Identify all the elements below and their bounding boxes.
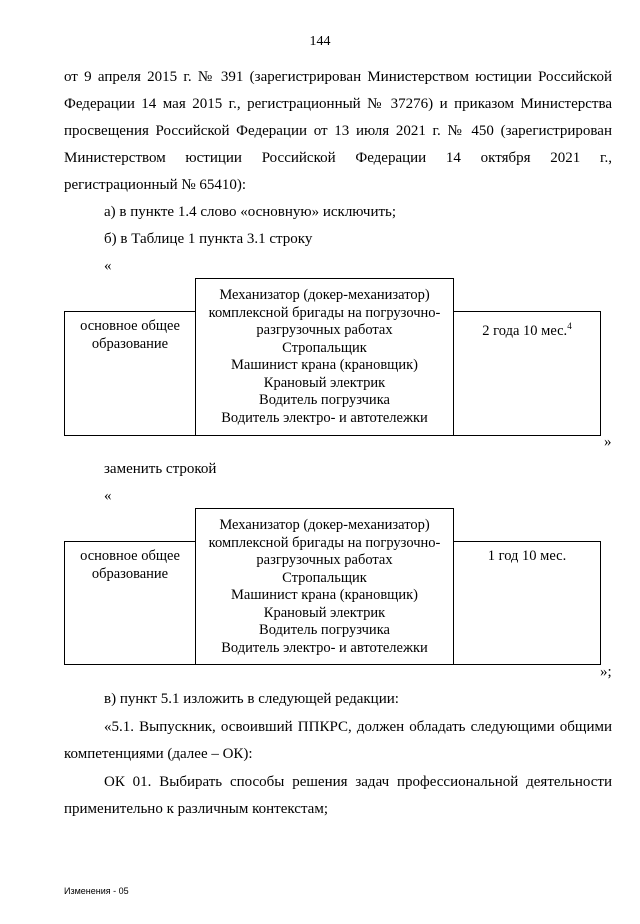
profession-line: Крановый электрик [263, 374, 386, 391]
profession-line: комплексной бригады на погрузочно- [208, 304, 441, 321]
replace-with: заменить строкой [104, 461, 217, 477]
profession-line: Стропальщик [282, 569, 367, 586]
ok01-line-1: ОК 01. Выбирать способы решения задач профессиональной деятельности [104, 774, 612, 790]
open-quote: « [104, 258, 112, 274]
item-a: а) в пункте 1.4 слово «основную» исключить; [104, 204, 397, 220]
item-b: б) в Таблице 1 пункта 3.1 строку [104, 231, 313, 247]
footnote-ref: 4 [567, 321, 572, 331]
profession-line: комплексной бригады на погрузочно- [208, 534, 441, 551]
intro-line-1: от 9 апреля 2015 г. № 391 (зарегистрирован Министерством юстиции Российской [64, 69, 612, 85]
page-number: 144 [309, 34, 331, 49]
profession-line: Водитель погрузчика [259, 622, 390, 638]
intro-line-5: регистрационный № 65410): [64, 177, 247, 193]
profession-line: Крановый электрик [263, 604, 386, 621]
close-quote-1: » [604, 434, 612, 450]
duration: 2 года 10 мес. [482, 322, 568, 339]
profession-line: Водитель электро- и автотележки [221, 409, 428, 426]
table-new-professions-cell [195, 508, 454, 665]
profession-line: Водитель погрузчика [259, 392, 390, 408]
footer-label: Изменения - 05 [64, 886, 129, 896]
profession-line: Механизатор (докер-механизатор) [219, 287, 430, 303]
ok01-line-2: применительно к различным контекстам; [64, 801, 328, 817]
intro-line-3: просвещения Российской Федерации от 13 июля 2021 г. № 450 (зарегистрирован [64, 123, 612, 139]
p51-line-2: компетенциями (далее – ОК): [64, 746, 253, 762]
education-line: образование [91, 335, 169, 352]
profession-line: Машинист крана (крановщик) [231, 357, 418, 373]
p51-line-1: «5.1. Выпускник, освоивший ППКРС, должен обладать следующими общими [104, 719, 612, 735]
profession-line: Механизатор (докер-механизатор) [219, 517, 430, 533]
profession-line: разгрузочных работах [256, 552, 393, 568]
profession-line: Стропальщик [282, 339, 367, 356]
item-v: в) пункт 5.1 изложить в следующей редакции: [104, 691, 399, 707]
table-new-duration-cell [453, 541, 601, 665]
education-line: основное общее [80, 548, 180, 564]
table-old-professions-cell [195, 278, 454, 436]
table-old-duration-cell [453, 311, 601, 436]
intro-line-2: Федерации 14 мая 2015 г., регистрационный № 37276) и приказом Министерства [64, 96, 612, 112]
table-new-education-cell [64, 541, 196, 665]
education-line: образование [91, 565, 169, 582]
intro-line-4: Министерством юстиции Российской Федерации 14 октября 2021 г., [64, 150, 612, 166]
profession-line: разгрузочных работах [256, 322, 393, 338]
profession-line: Водитель электро- и автотележки [221, 639, 428, 656]
profession-line: Машинист крана (крановщик) [231, 587, 418, 603]
duration: 1 год 10 мес. [487, 548, 567, 564]
education-line: основное общее [80, 318, 180, 334]
close-quote-2: »; [600, 664, 612, 680]
table-old-education-cell [64, 311, 196, 436]
open-quote-2: « [104, 488, 112, 504]
